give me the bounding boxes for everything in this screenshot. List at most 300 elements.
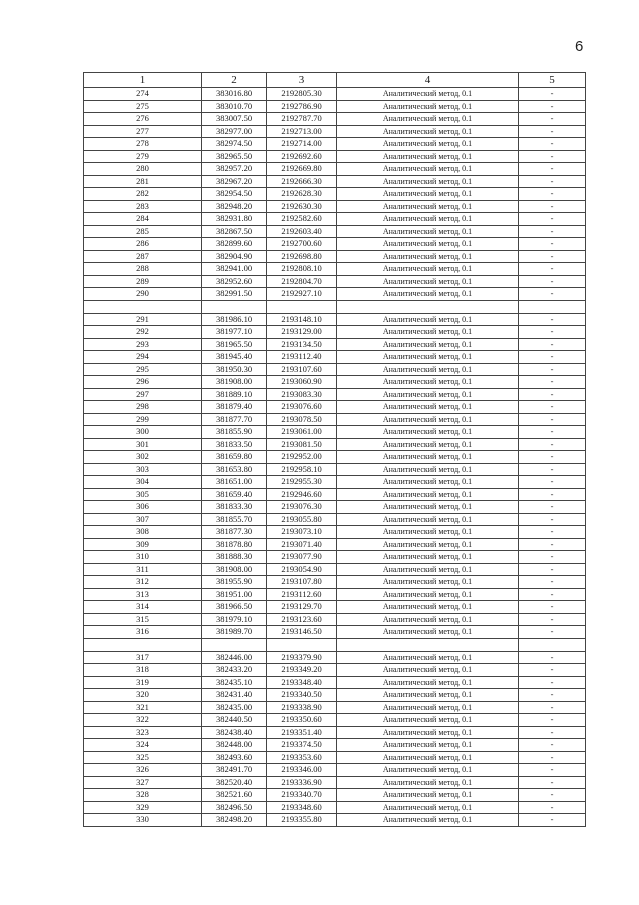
table-row — [84, 88, 586, 101]
method-cell: Аналитический метод, 0.1 — [337, 150, 519, 163]
x-coordinate-cell: 382431.40 — [202, 689, 267, 702]
x-coordinate-cell: 382491.70 — [202, 764, 267, 777]
method-cell: Аналитический метод, 0.1 — [337, 789, 519, 802]
method-cell: Аналитический метод, 0.1 — [337, 313, 519, 326]
description-cell: - — [519, 751, 586, 764]
description-cell: - — [519, 764, 586, 777]
method-cell: Аналитический метод, 0.1 — [337, 513, 519, 526]
method-cell: Аналитический метод, 0.1 — [337, 689, 519, 702]
x-coordinate-cell: 381833.30 — [202, 501, 267, 514]
method-cell: Аналитический метод, 0.1 — [337, 601, 519, 614]
point-number-cell: 292 — [84, 326, 202, 339]
point-number-cell: 275 — [84, 100, 202, 113]
description-cell: - — [519, 563, 586, 576]
point-number-cell: 329 — [84, 801, 202, 814]
y-coordinate-cell: 2192698.80 — [267, 250, 337, 263]
table-row — [84, 426, 586, 439]
x-coordinate-cell: 381945.40 — [202, 351, 267, 364]
point-number-cell: 328 — [84, 789, 202, 802]
y-coordinate-cell: 2193134.50 — [267, 338, 337, 351]
description-cell: - — [519, 376, 586, 389]
table-row — [84, 438, 586, 451]
method-cell: Аналитический метод, 0.1 — [337, 651, 519, 664]
method-cell: Аналитический метод, 0.1 — [337, 426, 519, 439]
description-cell: - — [519, 438, 586, 451]
point-number-cell: 315 — [84, 613, 202, 626]
table-row — [84, 225, 586, 238]
coordinates-table — [83, 72, 586, 827]
point-number-cell: 301 — [84, 438, 202, 451]
description-cell: - — [519, 150, 586, 163]
table-row — [84, 388, 586, 401]
table-header-row — [84, 73, 586, 88]
description-cell: - — [519, 113, 586, 126]
x-coordinate-cell: 382440.50 — [202, 714, 267, 727]
method-cell: Аналитический метод, 0.1 — [337, 613, 519, 626]
method-cell: Аналитический метод, 0.1 — [337, 451, 519, 464]
table-row — [84, 275, 586, 288]
x-coordinate-cell: 381908.00 — [202, 563, 267, 576]
y-coordinate-cell: 2193055.80 — [267, 513, 337, 526]
point-number-cell: 326 — [84, 764, 202, 777]
table-row — [84, 814, 586, 827]
method-cell: Аналитический метод, 0.1 — [337, 225, 519, 238]
separator-cell — [519, 300, 586, 313]
table-row — [84, 326, 586, 339]
x-coordinate-cell: 382496.50 — [202, 801, 267, 814]
point-number-cell: 276 — [84, 113, 202, 126]
y-coordinate-cell: 2193073.10 — [267, 526, 337, 539]
description-cell: - — [519, 451, 586, 464]
description-cell: - — [519, 213, 586, 226]
point-number-cell: 323 — [84, 726, 202, 739]
description-cell: - — [519, 551, 586, 564]
x-coordinate-cell: 382952.60 — [202, 275, 267, 288]
table-row — [84, 764, 586, 777]
table-row — [84, 651, 586, 664]
method-cell: Аналитический метод, 0.1 — [337, 200, 519, 213]
table-row — [84, 288, 586, 301]
x-coordinate-cell: 381833.50 — [202, 438, 267, 451]
method-cell: Аналитический метод, 0.1 — [337, 463, 519, 476]
y-coordinate-cell: 2193349.20 — [267, 664, 337, 677]
point-number-cell: 324 — [84, 739, 202, 752]
x-coordinate-cell: 382520.40 — [202, 776, 267, 789]
x-coordinate-cell: 381878.80 — [202, 538, 267, 551]
y-coordinate-cell: 2193081.50 — [267, 438, 337, 451]
y-coordinate-cell: 2193107.60 — [267, 363, 337, 376]
table-row — [84, 138, 586, 151]
separator-cell — [202, 638, 267, 651]
table-row — [84, 626, 586, 639]
method-cell: Аналитический метод, 0.1 — [337, 413, 519, 426]
table-row — [84, 238, 586, 251]
point-number-cell: 280 — [84, 163, 202, 176]
x-coordinate-cell: 381965.50 — [202, 338, 267, 351]
x-coordinate-cell: 383016.80 — [202, 88, 267, 101]
x-coordinate-cell: 381955.90 — [202, 576, 267, 589]
table-row — [84, 476, 586, 489]
point-number-cell: 303 — [84, 463, 202, 476]
y-coordinate-cell: 2192700.60 — [267, 238, 337, 251]
x-coordinate-cell: 382435.10 — [202, 676, 267, 689]
method-cell: Аналитический метод, 0.1 — [337, 138, 519, 151]
x-coordinate-cell: 381877.30 — [202, 526, 267, 539]
y-coordinate-cell: 2193340.70 — [267, 789, 337, 802]
table-row — [84, 451, 586, 464]
table-row — [84, 563, 586, 576]
y-coordinate-cell: 2193129.00 — [267, 326, 337, 339]
table-row — [84, 664, 586, 677]
method-cell: Аналитический метод, 0.1 — [337, 538, 519, 551]
description-cell: - — [519, 288, 586, 301]
y-coordinate-cell: 2193348.40 — [267, 676, 337, 689]
point-number-cell: 330 — [84, 814, 202, 827]
method-cell: Аналитический метод, 0.1 — [337, 551, 519, 564]
x-coordinate-cell: 382974.50 — [202, 138, 267, 151]
point-number-cell: 300 — [84, 426, 202, 439]
method-cell: Аналитический метод, 0.1 — [337, 125, 519, 138]
y-coordinate-cell: 2192805.30 — [267, 88, 337, 101]
method-cell: Аналитический метод, 0.1 — [337, 376, 519, 389]
point-number-cell: 305 — [84, 488, 202, 501]
point-number-cell: 308 — [84, 526, 202, 539]
y-coordinate-cell: 2192808.10 — [267, 263, 337, 276]
x-coordinate-cell: 381977.10 — [202, 326, 267, 339]
point-number-cell: 297 — [84, 388, 202, 401]
y-coordinate-cell: 2193346.00 — [267, 764, 337, 777]
description-cell: - — [519, 501, 586, 514]
description-cell: - — [519, 613, 586, 626]
point-number-cell: 327 — [84, 776, 202, 789]
header-cell-y: 3 — [267, 73, 337, 88]
point-number-cell: 288 — [84, 263, 202, 276]
table-row — [84, 163, 586, 176]
table-row — [84, 376, 586, 389]
method-cell: Аналитический метод, 0.1 — [337, 501, 519, 514]
table-row — [84, 150, 586, 163]
point-number-cell: 298 — [84, 401, 202, 414]
description-cell: - — [519, 188, 586, 201]
table-row — [84, 213, 586, 226]
y-coordinate-cell: 2192955.30 — [267, 476, 337, 489]
method-cell: Аналитический метод, 0.1 — [337, 714, 519, 727]
y-coordinate-cell: 2192582.60 — [267, 213, 337, 226]
table-row — [84, 363, 586, 376]
point-number-cell: 312 — [84, 576, 202, 589]
description-cell: - — [519, 513, 586, 526]
y-coordinate-cell: 2192713.00 — [267, 125, 337, 138]
method-cell: Аналитический метод, 0.1 — [337, 626, 519, 639]
x-coordinate-cell: 382904.90 — [202, 250, 267, 263]
x-coordinate-cell: 381659.40 — [202, 488, 267, 501]
point-number-cell: 325 — [84, 751, 202, 764]
y-coordinate-cell: 2193083.30 — [267, 388, 337, 401]
y-coordinate-cell: 2193054.90 — [267, 563, 337, 576]
point-number-cell: 279 — [84, 150, 202, 163]
description-cell: - — [519, 488, 586, 501]
group-separator-row — [84, 300, 586, 313]
method-cell: Аналитический метод, 0.1 — [337, 213, 519, 226]
y-coordinate-cell: 2193348.60 — [267, 801, 337, 814]
x-coordinate-cell: 381989.70 — [202, 626, 267, 639]
table-row — [84, 501, 586, 514]
x-coordinate-cell: 382446.00 — [202, 651, 267, 664]
method-cell: Аналитический метод, 0.1 — [337, 163, 519, 176]
x-coordinate-cell: 382899.60 — [202, 238, 267, 251]
description-cell: - — [519, 263, 586, 276]
description-cell: - — [519, 588, 586, 601]
x-coordinate-cell: 382941.00 — [202, 263, 267, 276]
x-coordinate-cell: 381889.10 — [202, 388, 267, 401]
table-row — [84, 513, 586, 526]
y-coordinate-cell: 2193129.70 — [267, 601, 337, 614]
y-coordinate-cell: 2193379.90 — [267, 651, 337, 664]
y-coordinate-cell: 2193071.40 — [267, 538, 337, 551]
y-coordinate-cell: 2192692.60 — [267, 150, 337, 163]
y-coordinate-cell: 2193077.90 — [267, 551, 337, 564]
method-cell: Аналитический метод, 0.1 — [337, 88, 519, 101]
description-cell: - — [519, 701, 586, 714]
method-cell: Аналитический метод, 0.1 — [337, 388, 519, 401]
group-separator-row — [84, 638, 586, 651]
table-row — [84, 413, 586, 426]
x-coordinate-cell: 382948.20 — [202, 200, 267, 213]
description-cell: - — [519, 576, 586, 589]
table-row — [84, 351, 586, 364]
description-cell: - — [519, 814, 586, 827]
x-coordinate-cell: 381659.80 — [202, 451, 267, 464]
method-cell: Аналитический метод, 0.1 — [337, 326, 519, 339]
header-cell-point-number: 1 — [84, 73, 202, 88]
description-cell: - — [519, 726, 586, 739]
x-coordinate-cell: 382957.20 — [202, 163, 267, 176]
point-number-cell: 296 — [84, 376, 202, 389]
x-coordinate-cell: 382954.50 — [202, 188, 267, 201]
description-cell: - — [519, 463, 586, 476]
method-cell: Аналитический метод, 0.1 — [337, 814, 519, 827]
x-coordinate-cell: 381855.90 — [202, 426, 267, 439]
y-coordinate-cell: 2193107.80 — [267, 576, 337, 589]
point-number-cell: 319 — [84, 676, 202, 689]
table-row — [84, 175, 586, 188]
point-number-cell: 299 — [84, 413, 202, 426]
point-number-cell: 320 — [84, 689, 202, 702]
table-row — [84, 100, 586, 113]
method-cell: Аналитический метод, 0.1 — [337, 363, 519, 376]
point-number-cell: 313 — [84, 588, 202, 601]
y-coordinate-cell: 2193351.40 — [267, 726, 337, 739]
method-cell: Аналитический метод, 0.1 — [337, 776, 519, 789]
y-coordinate-cell: 2193112.40 — [267, 351, 337, 364]
table-row — [84, 676, 586, 689]
y-coordinate-cell: 2193353.60 — [267, 751, 337, 764]
y-coordinate-cell: 2192714.00 — [267, 138, 337, 151]
y-coordinate-cell: 2192628.30 — [267, 188, 337, 201]
x-coordinate-cell: 381653.80 — [202, 463, 267, 476]
description-cell: - — [519, 388, 586, 401]
x-coordinate-cell: 382493.60 — [202, 751, 267, 764]
table-row — [84, 701, 586, 714]
method-cell: Аналитический метод, 0.1 — [337, 526, 519, 539]
y-coordinate-cell: 2193076.30 — [267, 501, 337, 514]
x-coordinate-cell: 381986.10 — [202, 313, 267, 326]
y-coordinate-cell: 2193112.60 — [267, 588, 337, 601]
table-row — [84, 576, 586, 589]
table-row — [84, 739, 586, 752]
point-number-cell: 318 — [84, 664, 202, 677]
x-coordinate-cell: 382433.20 — [202, 664, 267, 677]
y-coordinate-cell: 2193123.60 — [267, 613, 337, 626]
separator-cell — [519, 638, 586, 651]
point-number-cell: 287 — [84, 250, 202, 263]
description-cell: - — [519, 225, 586, 238]
y-coordinate-cell: 2193146.50 — [267, 626, 337, 639]
method-cell: Аналитический метод, 0.1 — [337, 588, 519, 601]
y-coordinate-cell: 2192666.30 — [267, 175, 337, 188]
point-number-cell: 278 — [84, 138, 202, 151]
table-row — [84, 488, 586, 501]
description-cell: - — [519, 363, 586, 376]
y-coordinate-cell: 2192804.70 — [267, 275, 337, 288]
table-row — [84, 526, 586, 539]
point-number-cell: 306 — [84, 501, 202, 514]
separator-cell — [84, 300, 202, 313]
method-cell: Аналитический метод, 0.1 — [337, 801, 519, 814]
x-coordinate-cell: 382498.20 — [202, 814, 267, 827]
page-number: 6 — [575, 38, 584, 55]
y-coordinate-cell: 2193340.50 — [267, 689, 337, 702]
point-number-cell: 307 — [84, 513, 202, 526]
table-row — [84, 313, 586, 326]
header-cell-x: 2 — [202, 73, 267, 88]
description-cell: - — [519, 476, 586, 489]
separator-cell — [337, 300, 519, 313]
x-coordinate-cell: 383007.50 — [202, 113, 267, 126]
point-number-cell: 291 — [84, 313, 202, 326]
description-cell: - — [519, 626, 586, 639]
method-cell: Аналитический метод, 0.1 — [337, 288, 519, 301]
description-cell: - — [519, 175, 586, 188]
x-coordinate-cell: 382991.50 — [202, 288, 267, 301]
point-number-cell: 295 — [84, 363, 202, 376]
method-cell: Аналитический метод, 0.1 — [337, 175, 519, 188]
y-coordinate-cell: 2193060.90 — [267, 376, 337, 389]
point-number-cell: 285 — [84, 225, 202, 238]
y-coordinate-cell: 2193061.00 — [267, 426, 337, 439]
separator-cell — [202, 300, 267, 313]
method-cell: Аналитический метод, 0.1 — [337, 751, 519, 764]
y-coordinate-cell: 2193374.50 — [267, 739, 337, 752]
point-number-cell: 274 — [84, 88, 202, 101]
table-row — [84, 601, 586, 614]
method-cell: Аналитический метод, 0.1 — [337, 250, 519, 263]
point-number-cell: 294 — [84, 351, 202, 364]
separator-cell — [267, 638, 337, 651]
table-row — [84, 776, 586, 789]
description-cell: - — [519, 326, 586, 339]
description-cell: - — [519, 676, 586, 689]
method-cell: Аналитический метод, 0.1 — [337, 676, 519, 689]
point-number-cell: 281 — [84, 175, 202, 188]
table-row — [84, 188, 586, 201]
y-coordinate-cell: 2193076.60 — [267, 401, 337, 414]
method-cell: Аналитический метод, 0.1 — [337, 563, 519, 576]
description-cell: - — [519, 88, 586, 101]
point-number-cell: 302 — [84, 451, 202, 464]
method-cell: Аналитический метод, 0.1 — [337, 701, 519, 714]
point-number-cell: 290 — [84, 288, 202, 301]
method-cell: Аналитический метод, 0.1 — [337, 338, 519, 351]
y-coordinate-cell: 2193078.50 — [267, 413, 337, 426]
method-cell: Аналитический метод, 0.1 — [337, 401, 519, 414]
x-coordinate-cell: 382448.00 — [202, 739, 267, 752]
y-coordinate-cell: 2193336.90 — [267, 776, 337, 789]
x-coordinate-cell: 382438.40 — [202, 726, 267, 739]
method-cell: Аналитический метод, 0.1 — [337, 438, 519, 451]
y-coordinate-cell: 2192952.00 — [267, 451, 337, 464]
separator-cell — [337, 638, 519, 651]
x-coordinate-cell: 381979.10 — [202, 613, 267, 626]
description-cell: - — [519, 776, 586, 789]
description-cell: - — [519, 538, 586, 551]
description-cell: - — [519, 313, 586, 326]
method-cell: Аналитический метод, 0.1 — [337, 576, 519, 589]
table-row — [84, 751, 586, 764]
x-coordinate-cell: 382965.50 — [202, 150, 267, 163]
method-cell: Аналитический метод, 0.1 — [337, 100, 519, 113]
x-coordinate-cell: 383010.70 — [202, 100, 267, 113]
description-cell: - — [519, 100, 586, 113]
x-coordinate-cell: 382435.00 — [202, 701, 267, 714]
x-coordinate-cell: 381951.00 — [202, 588, 267, 601]
method-cell: Аналитический метод, 0.1 — [337, 188, 519, 201]
y-coordinate-cell: 2192786.90 — [267, 100, 337, 113]
y-coordinate-cell: 2193350.60 — [267, 714, 337, 727]
y-coordinate-cell: 2192630.30 — [267, 200, 337, 213]
point-number-cell: 314 — [84, 601, 202, 614]
point-number-cell: 304 — [84, 476, 202, 489]
description-cell: - — [519, 238, 586, 251]
table-row — [84, 538, 586, 551]
method-cell: Аналитический метод, 0.1 — [337, 113, 519, 126]
method-cell: Аналитический метод, 0.1 — [337, 488, 519, 501]
x-coordinate-cell: 381877.70 — [202, 413, 267, 426]
method-cell: Аналитический метод, 0.1 — [337, 476, 519, 489]
x-coordinate-cell: 381888.30 — [202, 551, 267, 564]
x-coordinate-cell: 382967.20 — [202, 175, 267, 188]
x-coordinate-cell: 381855.70 — [202, 513, 267, 526]
table-row — [84, 613, 586, 626]
point-number-cell: 293 — [84, 338, 202, 351]
y-coordinate-cell: 2193355.80 — [267, 814, 337, 827]
point-number-cell: 282 — [84, 188, 202, 201]
table-row — [84, 113, 586, 126]
description-cell: - — [519, 351, 586, 364]
separator-cell — [267, 300, 337, 313]
table-row — [84, 726, 586, 739]
description-cell: - — [519, 138, 586, 151]
method-cell: Аналитический метод, 0.1 — [337, 238, 519, 251]
method-cell: Аналитический метод, 0.1 — [337, 664, 519, 677]
method-cell: Аналитический метод, 0.1 — [337, 351, 519, 364]
table-row — [84, 689, 586, 702]
description-cell: - — [519, 200, 586, 213]
point-number-cell: 310 — [84, 551, 202, 564]
description-cell: - — [519, 801, 586, 814]
header-cell-description: 5 — [519, 73, 586, 88]
x-coordinate-cell: 382931.80 — [202, 213, 267, 226]
